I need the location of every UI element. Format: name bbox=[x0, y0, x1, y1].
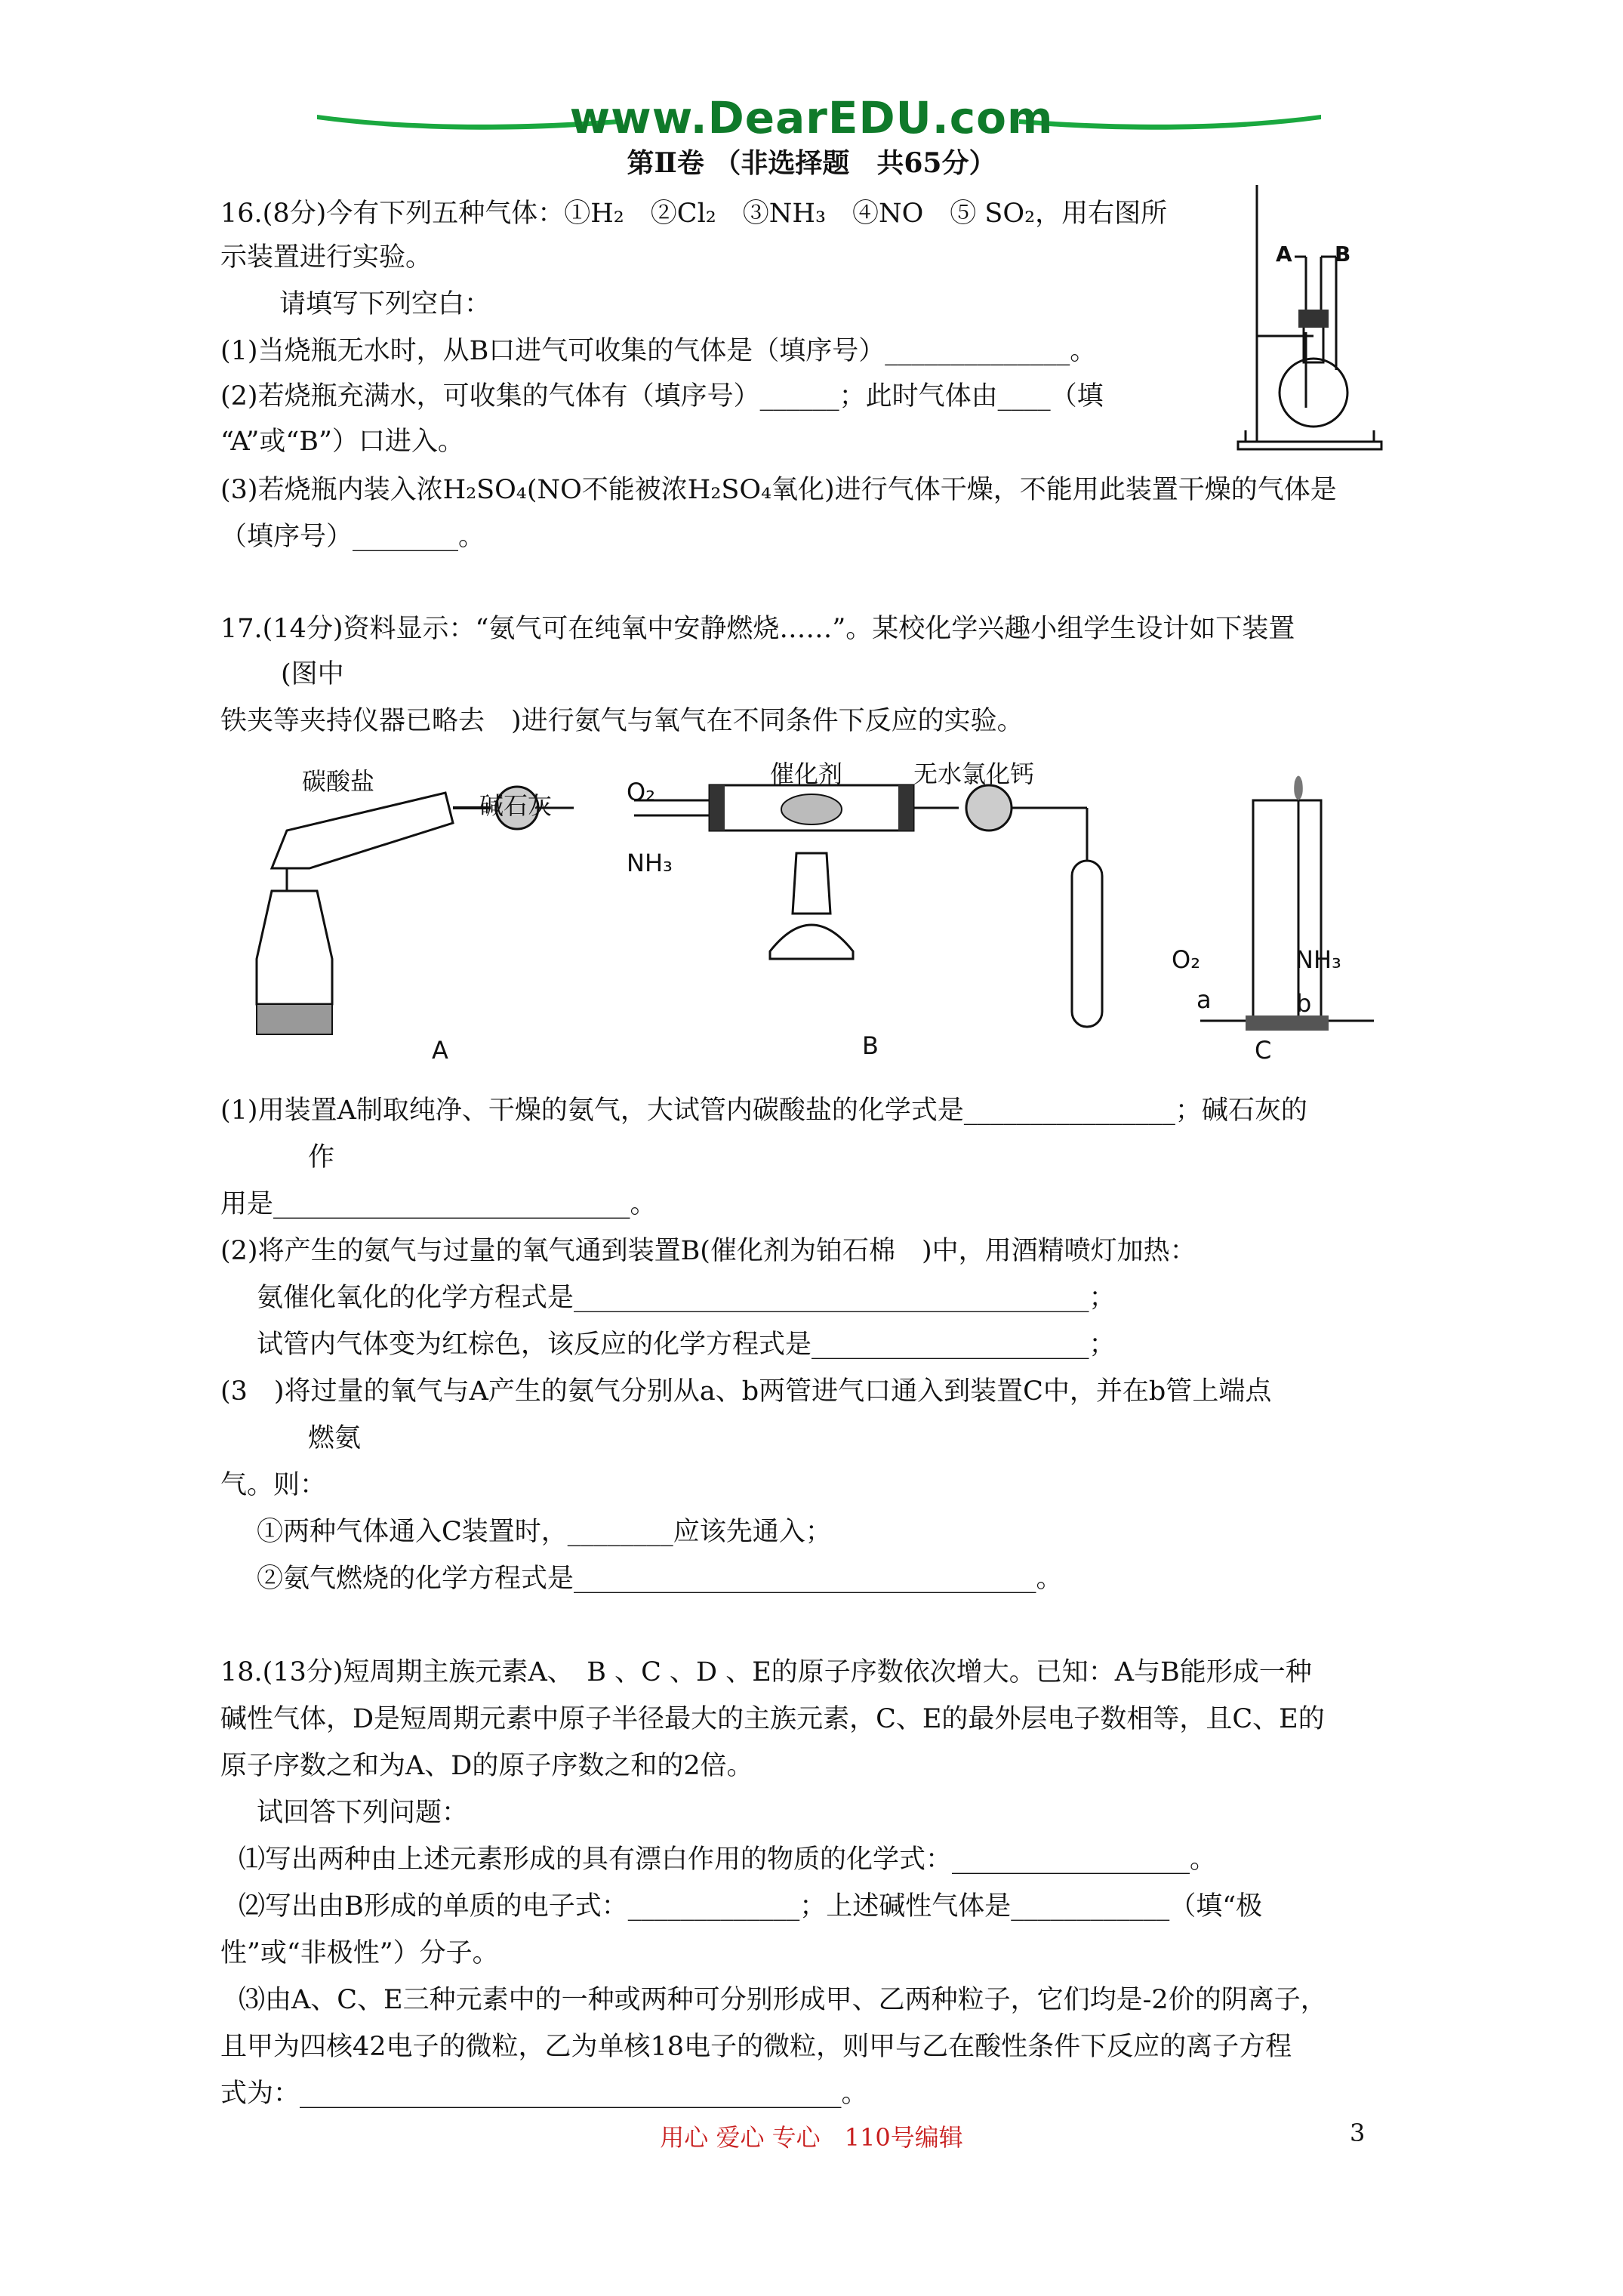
q17-p3a: (3 )将过量的氧气与A产生的氨气分别从a、b两管进气口通入到装置C中，并在b管上端点 bbox=[220, 1376, 1272, 1407]
q18-line10: 式为：_________________________________________。 bbox=[220, 2079, 868, 2109]
q17-p2b: 氨催化氧化的化学方程式是_______________________________________； bbox=[257, 1283, 1116, 1313]
q17-p1c: 用是___________________________。 bbox=[220, 1189, 657, 1219]
q18-line1: 18.(13分)短周期主族元素A、 B 、C 、D 、E的原子序数依次增大。已知：A与B能形成一种 bbox=[220, 1657, 1312, 1687]
q18-line4: 试回答下列问题： bbox=[257, 1798, 469, 1828]
q16-line6: “A”或“B”）口进入。 bbox=[220, 427, 464, 457]
q17-p2c: 试管内气体变为红棕色，该反应的化学方程式是_____________________； bbox=[257, 1330, 1116, 1360]
q16-line5: (2)若烧瓶充满水，可收集的气体有（填序号）______；此时气体由____（填 bbox=[220, 381, 1104, 411]
q16-line1: 16.(8分)今有下列五种气体：①H₂ ②Cl₂ ③NH₃ ④NO ⑤ SO₂，用右图所 bbox=[220, 199, 1168, 229]
label-b-inlet: b bbox=[1296, 989, 1312, 1018]
label-nh3-inlet: NH₃ bbox=[627, 849, 673, 877]
q17-line3: 铁夹等夹持仪器已略去 )进行氨气与氧气在不同条件下反应的实验。 bbox=[220, 706, 1024, 736]
q16-line7: (3)若烧瓶内装入浓H₂SO₄(NO不能被浓H₂SO₄氧化)进行气体干燥，不能用此装置干燥的气体是 bbox=[220, 475, 1337, 505]
q18-line2: 碱性气体，D是短周期元素中原子半径最大的主族元素，C、E的最外层电子数相等，且C、E的 bbox=[220, 1704, 1325, 1734]
q16-line4: (1)当烧瓶无水时，从B口进气可收集的气体是（填序号）______________。 bbox=[220, 336, 1097, 366]
section-title: 第Ⅱ卷 （非选择题 共65分） bbox=[627, 147, 996, 179]
q17-p1b: 作 bbox=[308, 1142, 335, 1173]
label-carbonate: 碳酸盐 bbox=[302, 767, 375, 796]
caption-c: C bbox=[1255, 1036, 1272, 1065]
q17-p3e: ②氨气燃烧的化学方程式是___________________________________。 bbox=[257, 1564, 1063, 1594]
q18-line6: ⑵写出由B形成的单质的电子式：_____________；上述碱性气体是____________（填“极 bbox=[239, 1891, 1263, 1922]
q17-p2a: (2)将产生的氨气与过量的氧气通到装置B(催化剂为铂石棉 )中，用酒精喷灯加热： bbox=[220, 1236, 1196, 1266]
q16-line2: 示装置进行实验。 bbox=[220, 242, 433, 273]
q17-p3b: 燃氨 bbox=[308, 1423, 362, 1453]
caption-b: B bbox=[862, 1031, 879, 1060]
q18-line3: 原子序数之和为A、D的原子序数之和的2倍。 bbox=[220, 1751, 753, 1781]
q18-line5: ⑴写出两种由上述元素形成的具有漂白作用的物质的化学式：__________________。 bbox=[239, 1845, 1217, 1875]
q16-line3: 请填写下列空白： bbox=[279, 289, 491, 319]
label-o2-inlet: O₂ bbox=[627, 778, 656, 806]
page-number: 3 bbox=[1350, 2119, 1366, 2147]
q18-line9: 且甲为四核42电子的微粒，乙为单核18电子的微粒，则甲与乙在酸性条件下反应的离子方程 bbox=[220, 2032, 1292, 2062]
q17-p1a: (1)用装置A制取纯净、干燥的氨气，大试管内碳酸盐的化学式是________________；碱石灰的 bbox=[220, 1096, 1307, 1126]
label-catalyst: 催化剂 bbox=[770, 760, 843, 788]
q16-fig-label-a: A bbox=[1276, 242, 1292, 267]
label-nh3-c: NH₃ bbox=[1295, 945, 1341, 974]
q17-line1: 17.(14分)资料显示：“氨气可在纯氧中安静燃烧……”。某校化学兴趣小组学生设计如下装置 bbox=[220, 614, 1295, 644]
q17-line2: (图中 bbox=[281, 659, 344, 689]
site-logo: www.DearEDU.com bbox=[569, 92, 1054, 143]
caption-a: A bbox=[432, 1036, 448, 1065]
label-a-inlet: a bbox=[1196, 985, 1212, 1014]
q18-line8: ⑶由A、C、E三种元素中的一种或两种可分别形成甲、乙两种粒子，它们均是-2价的阴离子， bbox=[239, 1985, 1327, 2015]
q17-p3c: 气。则： bbox=[220, 1470, 327, 1500]
footer-text: 用心 爱心 专心 110号编辑 bbox=[660, 2123, 963, 2152]
q18-line7: 性”或“非极性”）分子。 bbox=[220, 1938, 499, 1968]
label-o2-c: O₂ bbox=[1172, 945, 1201, 974]
label-soda-lime: 碱石灰 bbox=[479, 791, 553, 820]
label-anhydrous-cacl2: 无水氯化钙 bbox=[913, 760, 1035, 788]
q17-p3d: ①两种气体通入C装置时，________应该先通入； bbox=[257, 1517, 832, 1547]
q16-line8: （填序号）________。 bbox=[220, 522, 485, 552]
q16-fig-label-b: B bbox=[1335, 242, 1351, 267]
q16-flask-apparatus bbox=[1223, 181, 1389, 453]
